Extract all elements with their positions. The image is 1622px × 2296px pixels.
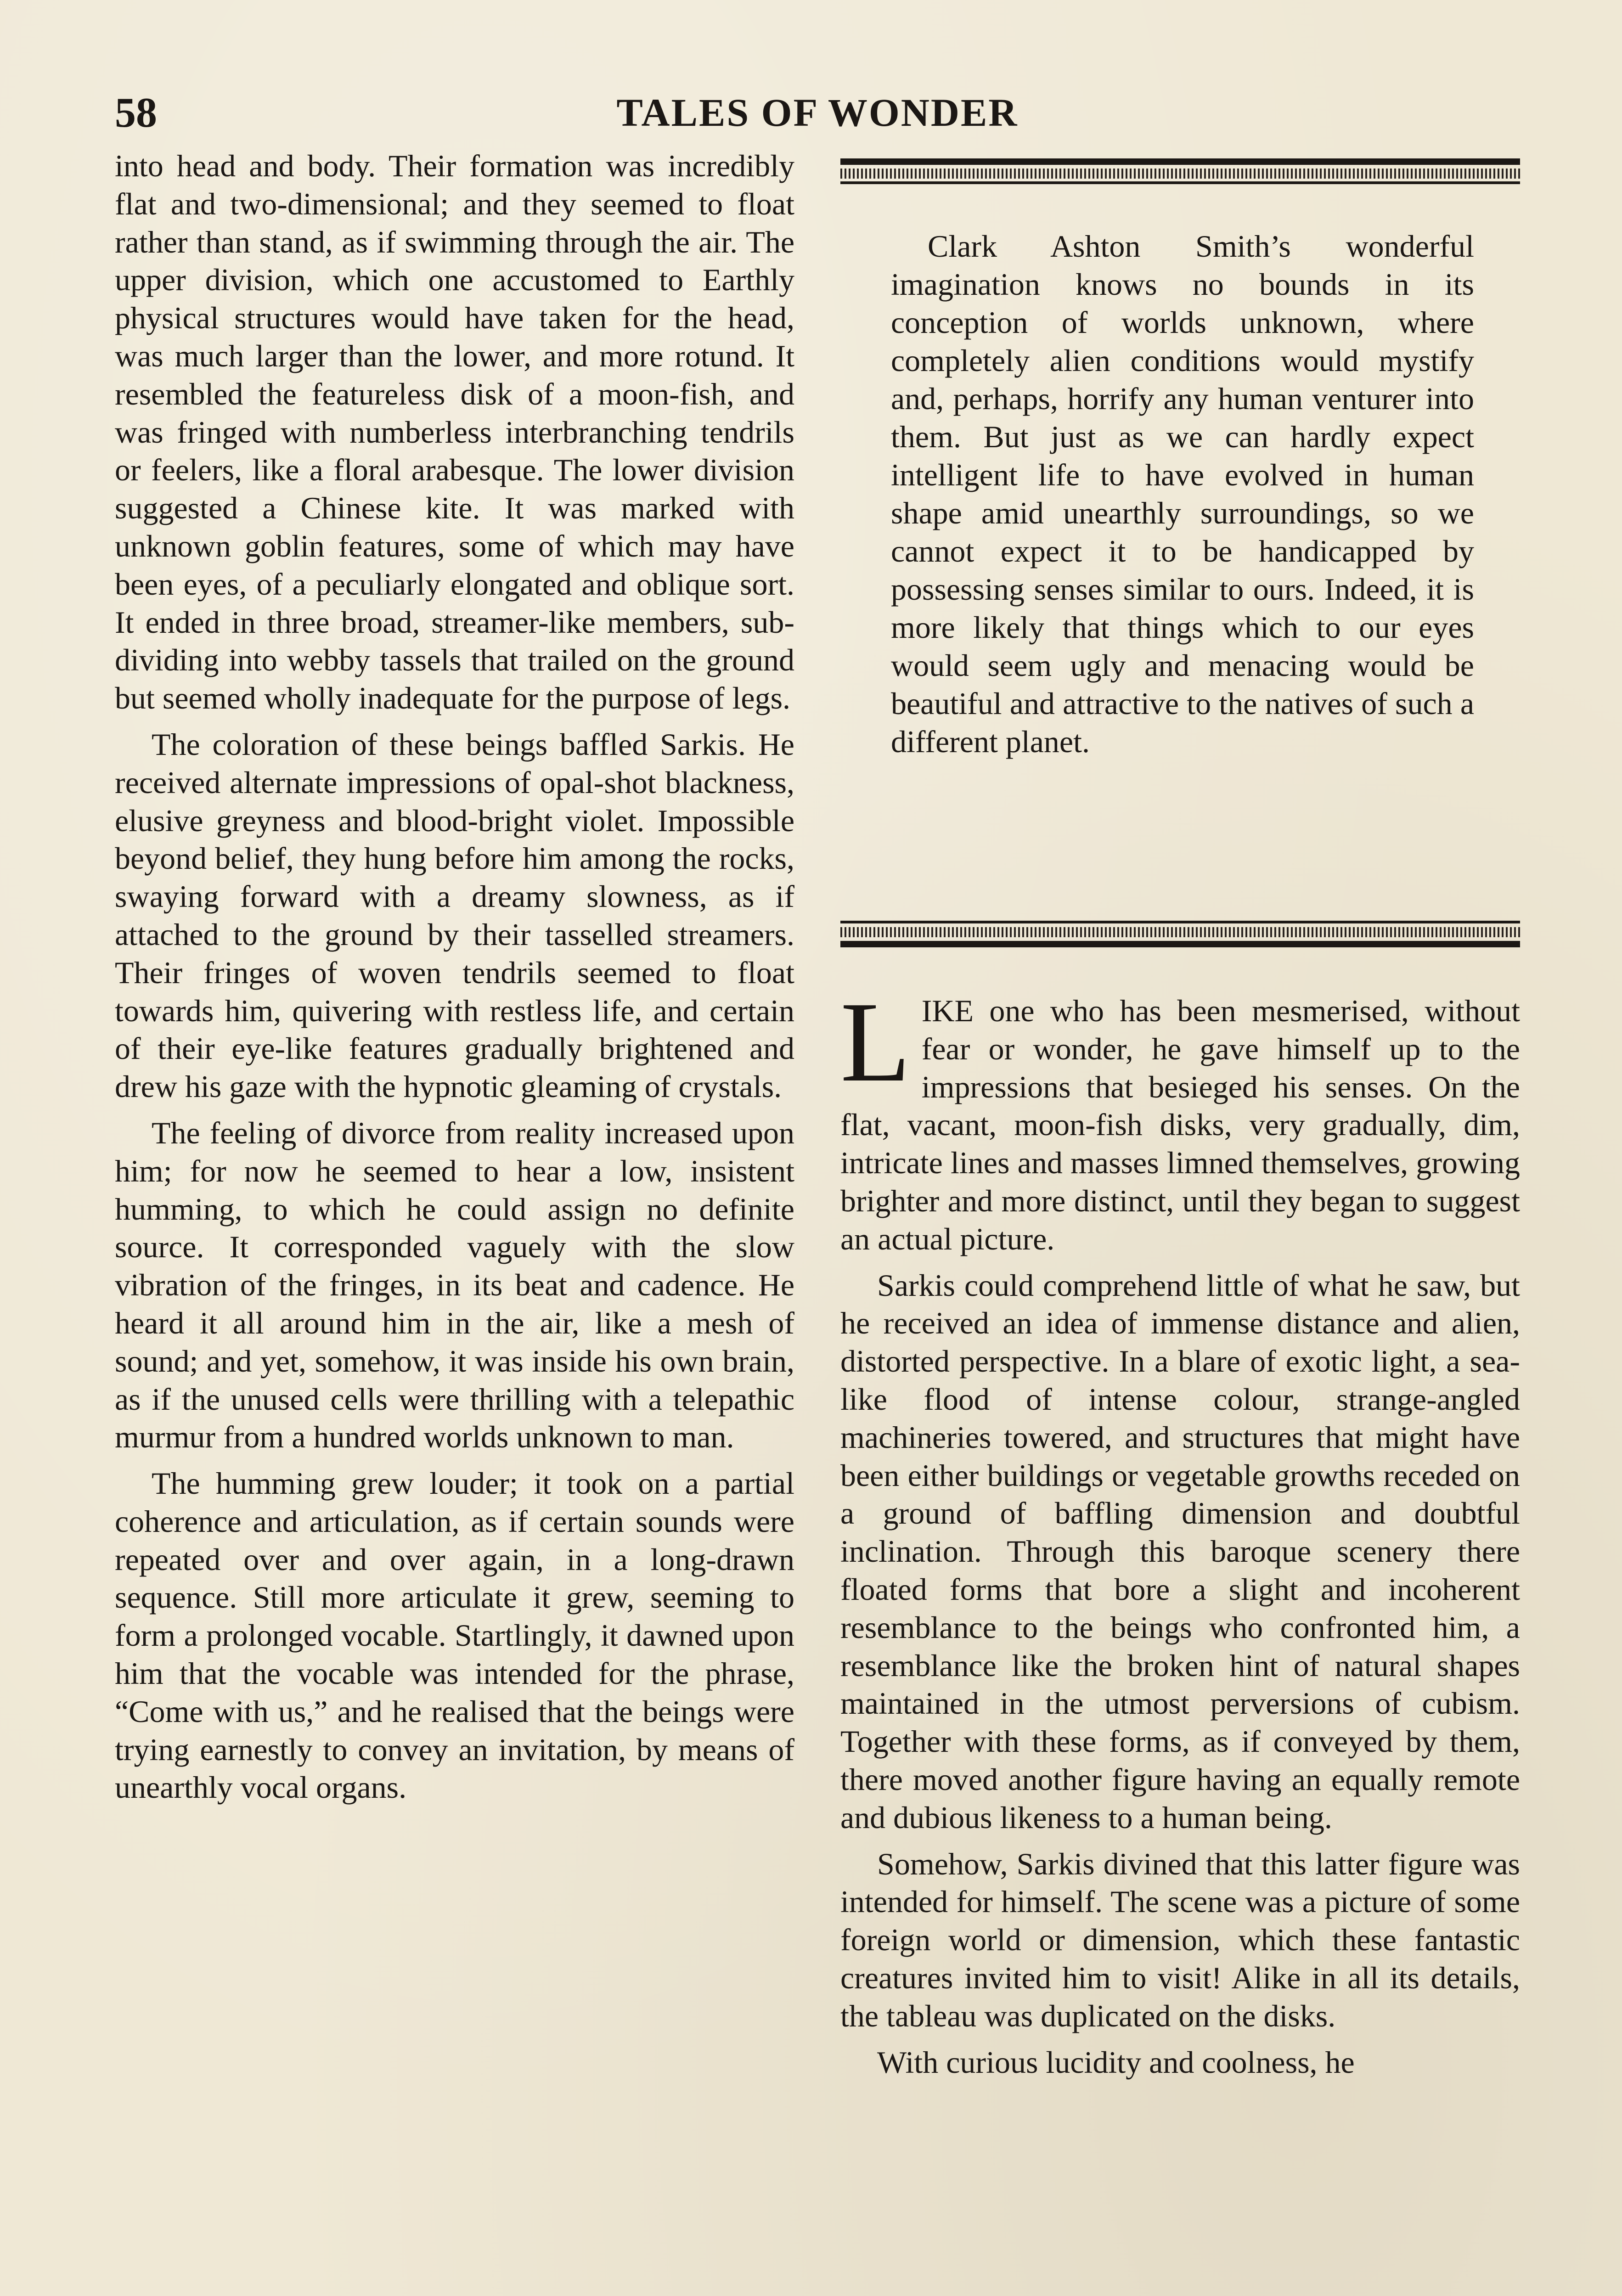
body-paragraph: The feeling of divorce from reality increased upon him; for now he seemed to hear a low, insistent humming, to which he could assign no definite source. It corresponded vaguely with the slow vibration of the fringes, in its beat and cadence. He heard it all around him in the air, like a mesh of sound; and yet, somehow, it was inside his own brain, as if the unused cells were thrilling with a telepathic murmur from a hundred worlds unknown to man.	[115, 1115, 794, 1455]
bottom-rule-heavy	[840, 941, 1520, 947]
body-paragraph: Somehow, Sarkis divined that this latter figure was intended for himself. The scene was a picture of some foreign world or dimension, which these fantastic creatures invited him to visit! Alike in all its details, the tableau was duplicated on the disks.	[840, 1846, 1520, 2033]
body-paragraph: into head and body. Their formation was incredibly flat and two-dimensional; and they seemed to float rather than stand, as if swimming through the air. The upper division, which one accustomed to Earthly physical structures would have taken for the head, was much larger than the lower, and more rotund. It resembled the featureless disk of a moon-fish, and was fringed with numberless interbranching tendrils or feelers, like a floral arabesque. The lower division suggested a Chinese kite. It was marked with unknown goblin features, some of which may have been eyes, of a peculiarly elongated and oblique sort. It ended in three broad, streamer-like members, sub-dividing into webby tassels that trailed on the ground but seemed wholly inadequate for the purpose of legs.	[115, 148, 794, 716]
page-number: 58	[115, 89, 157, 136]
running-title: TALES OF WONDER	[616, 90, 1019, 135]
bottom-rule-thin	[840, 921, 1520, 923]
top-rule-thin	[840, 181, 1520, 184]
top-rule-heavy	[840, 158, 1520, 165]
opening-paragraph-text: IKE one who has been mesmerised, without fear or wonder, he gave himself up to the impressions that besieged his senses. On the flat, vacant, moon-fish disks, very gradually, dim, intricate lines and masses limned themselves, growing brighter and more distinct, until they began to suggest an actual picture.	[840, 993, 1520, 1256]
body-paragraph: The humming grew louder; it took on a partial coherence and articulation, as if certain sounds were repeated over and over again, in a long-drawn sequence. Still more articulate it grew, seeming to form a prolonged vocable. Startlingly, it dawned upon him that the vocable was intended for the phrase, “Come with us,” and he realised that the beings were trying earnestly to convey an invitation, by means of unearthly vocal organs.	[115, 1466, 794, 1805]
left-column	[115, 147, 794, 2296]
body-paragraph: Sarkis could comprehend little of what he saw, but he received an idea of immense distance and alien, distorted perspective. In a blare of exotic light, a sea-like flood of intense colour, strange-angled machineries towered, and structures that might have been either buildings or vegetable growths receded on a ground of baffling dimension and doubtful inclination. Through this baroque scenery there floated forms that bore a slight and incoherent resemblance to the beings who confronted him, a resemblance like the broken hint of natural shapes maintained in the utmost perversions of cubism. Together with these forms, as if conveyed by them, there moved another figure having an equally remote and dubious likeness to a human being.	[840, 1267, 1520, 1835]
drop-cap: L	[840, 992, 911, 1106]
body-paragraph: The coloration of these beings baffled Sarkis. He received alternate impressions of opal-shot blackness, elusive greyness and blood-bright violet. Impossible beyond belief, they hung before him among the rocks, swaying forward with a dreamy slowness, as if attached to the ground by their tasselled streamers. Their fringes of woven tendrils seemed to float towards him, quivering with restless life, and certain of their eye-like features gradually brightened and drew his gaze with the hypnotic gleaming of crystals.	[115, 726, 794, 1104]
editor-note-text: Clark Ashton Smith’s wonderful imagination knows no bounds in its conception of worlds unknown, where completely alien conditions would mystify and, perhaps, horrify any human venturer into them. But just as we can hardly expect intelligent life to have evolved in human shape amid unearthly surroundings, so we cannot expect it to be handicapped by possessing senses similar to ours. Indeed, it is more likely that things which to our eyes would seem ugly and menacing would be beautiful and attractive to the natives of such a different planet.	[891, 229, 1474, 759]
page-header	[115, 83, 1520, 142]
body-paragraph: With curious lucidity and coolness, he	[877, 2044, 1355, 2080]
editor-note-box	[840, 158, 1520, 953]
editor-note	[891, 227, 1474, 889]
opening-paragraph	[840, 992, 1520, 1258]
bottom-rule-hatched	[840, 927, 1520, 937]
top-rule-hatched	[840, 169, 1520, 179]
right-column	[840, 992, 1520, 2296]
